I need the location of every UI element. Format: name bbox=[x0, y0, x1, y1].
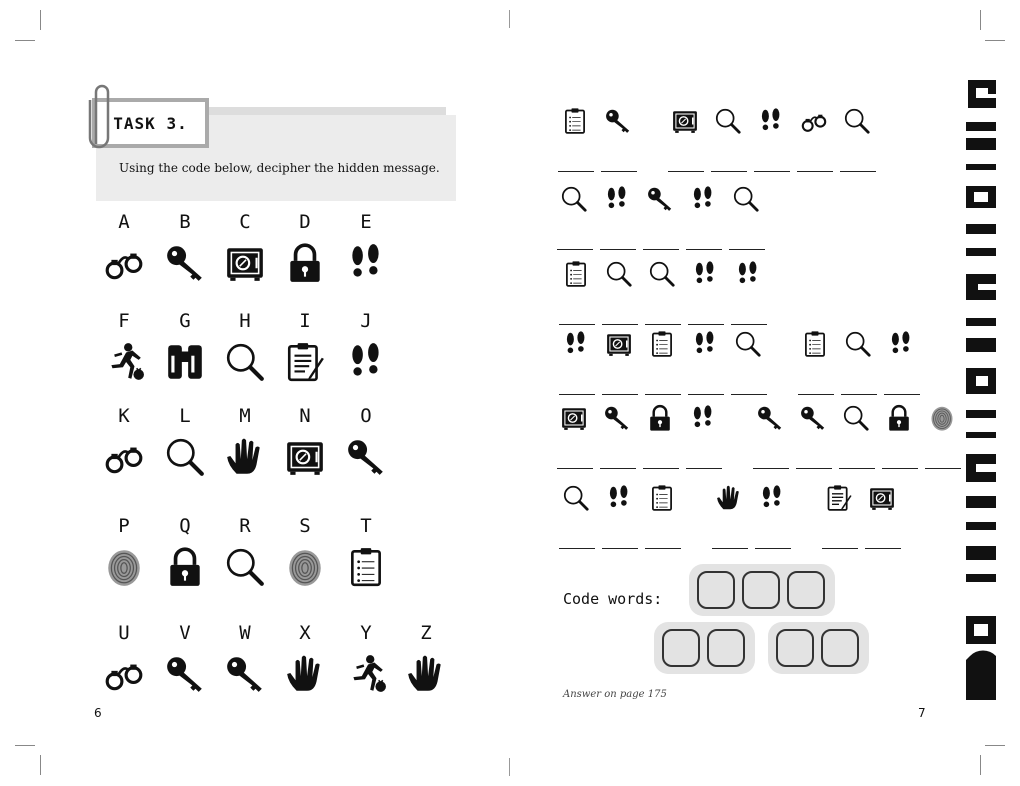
fingerprint-icon bbox=[284, 546, 326, 588]
handprint-icon bbox=[284, 653, 326, 695]
cipher-cell-o bbox=[341, 406, 391, 478]
key-icon bbox=[224, 653, 266, 695]
cipher-letter: V bbox=[179, 622, 191, 644]
answer-blank[interactable] bbox=[602, 324, 638, 325]
cipher-letter: K bbox=[118, 405, 130, 427]
answer-blank[interactable] bbox=[602, 394, 638, 395]
cipher-cell-b bbox=[160, 212, 210, 284]
gutter-mark bbox=[509, 758, 510, 776]
footprints-icon bbox=[757, 107, 785, 135]
magnifier-icon bbox=[164, 436, 206, 478]
answer-blank[interactable] bbox=[600, 249, 636, 250]
answer-blank[interactable] bbox=[731, 324, 767, 325]
crop-mark bbox=[985, 40, 1005, 41]
cipher-letter: C bbox=[239, 211, 251, 233]
cipher-letter: D bbox=[299, 211, 311, 233]
cipher-cell-x bbox=[280, 623, 330, 695]
answer-blank[interactable] bbox=[600, 468, 636, 469]
cipher-cell-d bbox=[280, 212, 330, 284]
running-thief-icon bbox=[345, 653, 387, 695]
key-icon bbox=[603, 404, 631, 432]
clipboard-icon bbox=[648, 484, 676, 512]
cipher-letter: U bbox=[118, 622, 130, 644]
footprints-icon bbox=[734, 260, 762, 288]
cipher-cell-z bbox=[401, 623, 451, 695]
clipboard-icon bbox=[561, 107, 589, 135]
cipher-letter: G bbox=[179, 310, 191, 332]
cipher-letter: Y bbox=[360, 622, 372, 644]
key-icon bbox=[646, 185, 674, 213]
cipher-letter: O bbox=[360, 405, 372, 427]
paperclip-icon bbox=[88, 82, 112, 150]
magnifier-icon bbox=[224, 341, 266, 383]
answer-blank[interactable] bbox=[729, 249, 765, 250]
handcuffs-icon bbox=[800, 107, 828, 135]
footprints-icon bbox=[691, 330, 719, 358]
cipher-letter: F bbox=[118, 310, 130, 332]
key-icon bbox=[756, 404, 784, 432]
clipboard-icon bbox=[562, 260, 590, 288]
code-word-box[interactable] bbox=[662, 629, 700, 667]
answer-blank[interactable] bbox=[557, 468, 593, 469]
footprints-icon bbox=[758, 484, 786, 512]
gutter-mark bbox=[509, 10, 510, 28]
answer-blank[interactable] bbox=[755, 548, 791, 549]
answer-blank[interactable] bbox=[822, 548, 858, 549]
page-number-right: 7 bbox=[918, 706, 926, 720]
code-word-box[interactable] bbox=[697, 571, 735, 609]
cipher-cell-k bbox=[99, 406, 149, 478]
fingerprint-icon bbox=[103, 546, 145, 588]
answer-blank[interactable] bbox=[841, 394, 877, 395]
answer-blank[interactable] bbox=[559, 394, 595, 395]
cipher-letter: B bbox=[179, 211, 191, 233]
cipher-cell-f bbox=[99, 311, 149, 383]
cipher-cell-c bbox=[220, 212, 270, 284]
safe-icon bbox=[560, 404, 588, 432]
cipher-letter: I bbox=[299, 310, 311, 332]
footprints-icon bbox=[345, 341, 387, 383]
clipboard-pen-icon bbox=[284, 341, 326, 383]
clipboard-pen-icon bbox=[825, 484, 853, 512]
answer-blank[interactable] bbox=[559, 548, 595, 549]
chapter-title-art bbox=[962, 76, 996, 704]
code-word-box[interactable] bbox=[821, 629, 859, 667]
task-instruction: Using the code below, decipher the hidden message. bbox=[119, 161, 440, 175]
cipher-cell-y bbox=[341, 623, 391, 695]
handprint-icon bbox=[715, 484, 743, 512]
code-word-box[interactable] bbox=[787, 571, 825, 609]
cipher-cell-p bbox=[99, 516, 149, 588]
answer-blank[interactable] bbox=[882, 468, 918, 469]
crop-mark bbox=[15, 40, 35, 41]
answer-blank[interactable] bbox=[840, 171, 876, 172]
magnifier-icon bbox=[843, 107, 871, 135]
cipher-cell-w bbox=[220, 623, 270, 695]
magnifier-icon bbox=[734, 330, 762, 358]
footprints-icon bbox=[887, 330, 915, 358]
key-icon bbox=[345, 436, 387, 478]
magnifier-icon bbox=[844, 330, 872, 358]
cipher-letter: H bbox=[239, 310, 251, 332]
cipher-cell-t bbox=[341, 516, 391, 588]
safe-icon bbox=[605, 330, 633, 358]
answer-blank[interactable] bbox=[668, 171, 704, 172]
safe-icon bbox=[224, 242, 266, 284]
cipher-cell-q bbox=[160, 516, 210, 588]
answer-blank[interactable] bbox=[753, 468, 789, 469]
answer-blank[interactable] bbox=[602, 548, 638, 549]
padlock-icon bbox=[885, 404, 913, 432]
cipher-letter: N bbox=[299, 405, 311, 427]
cipher-cell-l bbox=[160, 406, 210, 478]
answer-blank[interactable] bbox=[643, 249, 679, 250]
magnifier-icon bbox=[605, 260, 633, 288]
page-number-left: 6 bbox=[94, 706, 102, 720]
footprints-icon bbox=[562, 330, 590, 358]
magnifier-icon bbox=[224, 546, 266, 588]
footprints-icon bbox=[689, 185, 717, 213]
answer-blank[interactable] bbox=[731, 394, 767, 395]
safe-icon bbox=[284, 436, 326, 478]
handcuffs-icon bbox=[103, 436, 145, 478]
cipher-cell-a bbox=[99, 212, 149, 284]
magnifier-icon bbox=[732, 185, 760, 213]
task-label: TASK 3. bbox=[92, 98, 209, 148]
magnifier-icon bbox=[714, 107, 742, 135]
answer-note: Answer on page 175 bbox=[563, 689, 667, 700]
fingerprint-icon bbox=[928, 404, 956, 432]
cipher-letter: E bbox=[360, 211, 372, 233]
cipher-cell-e bbox=[341, 212, 391, 284]
cipher-cell-i bbox=[280, 311, 330, 383]
handprint-icon bbox=[405, 653, 447, 695]
crop-mark bbox=[980, 755, 981, 775]
answer-blank[interactable] bbox=[686, 468, 722, 469]
answer-blank[interactable] bbox=[688, 324, 724, 325]
key-icon bbox=[604, 107, 632, 135]
answer-blank[interactable] bbox=[643, 468, 679, 469]
cipher-cell-r bbox=[220, 516, 270, 588]
cipher-cell-m bbox=[220, 406, 270, 478]
cipher-letter: W bbox=[239, 622, 251, 644]
crop-mark bbox=[40, 755, 41, 775]
cipher-letter: R bbox=[239, 515, 251, 537]
answer-blank[interactable] bbox=[884, 394, 920, 395]
binoculars-icon bbox=[164, 341, 206, 383]
magnifier-icon bbox=[560, 185, 588, 213]
answer-blank[interactable] bbox=[797, 171, 833, 172]
answer-blank[interactable] bbox=[711, 171, 747, 172]
cipher-letter: Q bbox=[179, 515, 191, 537]
safe-icon bbox=[868, 484, 896, 512]
crop-mark bbox=[980, 10, 981, 30]
footprints-icon bbox=[603, 185, 631, 213]
cipher-letter: P bbox=[118, 515, 130, 537]
cipher-letter: S bbox=[299, 515, 311, 537]
safe-icon bbox=[671, 107, 699, 135]
magnifier-icon bbox=[562, 484, 590, 512]
handprint-icon bbox=[224, 436, 266, 478]
answer-blank[interactable] bbox=[688, 394, 724, 395]
footprints-icon bbox=[691, 260, 719, 288]
footprints-icon bbox=[689, 404, 717, 432]
answer-blank[interactable] bbox=[686, 249, 722, 250]
answer-blank[interactable] bbox=[839, 468, 875, 469]
cipher-letter: A bbox=[118, 211, 130, 233]
cipher-cell-v bbox=[160, 623, 210, 695]
code-word-box[interactable] bbox=[776, 629, 814, 667]
magnifier-icon bbox=[648, 260, 676, 288]
key-icon bbox=[164, 653, 206, 695]
answer-blank[interactable] bbox=[925, 468, 961, 469]
cipher-letter: T bbox=[360, 515, 372, 537]
cipher-letter: Z bbox=[420, 622, 432, 644]
cipher-letter: X bbox=[299, 622, 311, 644]
cipher-cell-s bbox=[280, 516, 330, 588]
key-icon bbox=[164, 242, 206, 284]
answer-blank[interactable] bbox=[865, 548, 901, 549]
running-thief-icon bbox=[103, 341, 145, 383]
crop-mark bbox=[985, 745, 1005, 746]
cipher-letter: M bbox=[239, 405, 251, 427]
cipher-cell-u bbox=[99, 623, 149, 695]
answer-blank[interactable] bbox=[712, 548, 748, 549]
code-words-label: Code words: bbox=[563, 590, 663, 608]
answer-blank[interactable] bbox=[796, 468, 832, 469]
answer-blank[interactable] bbox=[645, 324, 681, 325]
cipher-cell-g bbox=[160, 311, 210, 383]
answer-blank[interactable] bbox=[754, 171, 790, 172]
cipher-letter: L bbox=[179, 405, 191, 427]
answer-blank[interactable] bbox=[645, 394, 681, 395]
code-word-box[interactable] bbox=[742, 571, 780, 609]
padlock-icon bbox=[164, 546, 206, 588]
footprints-icon bbox=[605, 484, 633, 512]
answer-blank[interactable] bbox=[645, 548, 681, 549]
cipher-cell-j bbox=[341, 311, 391, 383]
answer-blank[interactable] bbox=[559, 324, 595, 325]
cipher-cell-h bbox=[220, 311, 270, 383]
padlock-icon bbox=[646, 404, 674, 432]
clipboard-icon bbox=[345, 546, 387, 588]
padlock-icon bbox=[284, 242, 326, 284]
magnifier-icon bbox=[842, 404, 870, 432]
answer-blank[interactable] bbox=[557, 249, 593, 250]
key-icon bbox=[799, 404, 827, 432]
answer-blank[interactable] bbox=[798, 394, 834, 395]
crop-mark bbox=[40, 10, 41, 30]
clipboard-icon bbox=[648, 330, 676, 358]
cipher-letter: J bbox=[360, 310, 372, 332]
footprints-icon bbox=[345, 242, 387, 284]
clipboard-icon bbox=[801, 330, 829, 358]
answer-blank[interactable] bbox=[558, 171, 594, 172]
code-word-box[interactable] bbox=[707, 629, 745, 667]
crop-mark bbox=[15, 745, 35, 746]
handcuffs-icon bbox=[103, 653, 145, 695]
handcuffs-icon bbox=[103, 242, 145, 284]
cipher-cell-n bbox=[280, 406, 330, 478]
answer-blank[interactable] bbox=[601, 171, 637, 172]
